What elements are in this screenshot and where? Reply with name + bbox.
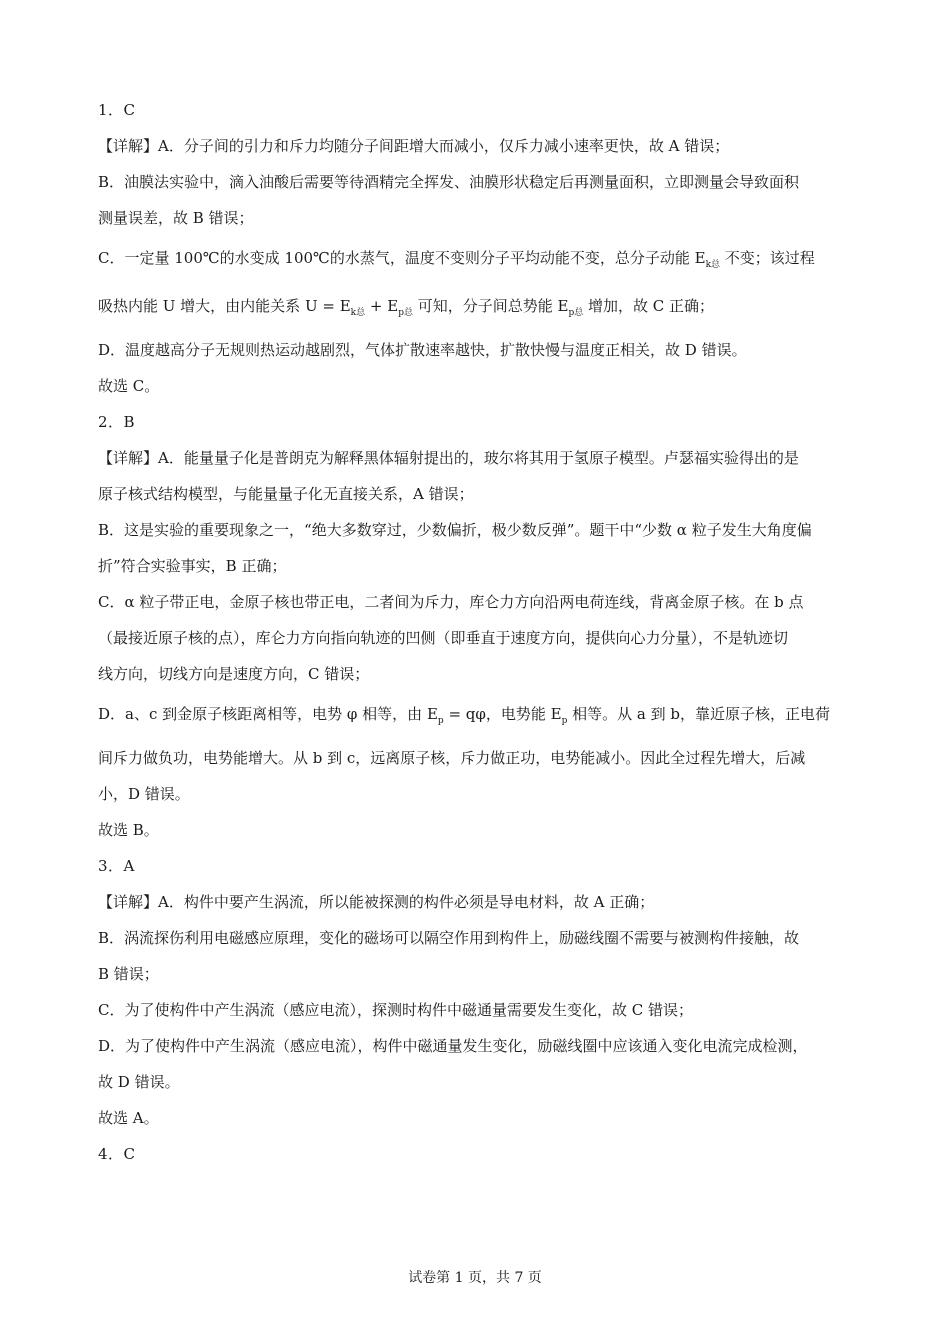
answer-1-detail-c: C．一定量 100℃的水变成 100℃的水蒸气，温度不变则分子平均动能不变，总分子动能 $E_{k总}$ 不变；该过程 — [98, 249, 815, 270]
answer-4-heading: 4．C — [98, 1145, 136, 1163]
answer-2-detail-d-cont2: 小，D 错误。 — [98, 785, 190, 803]
answer-3-detail-a: 【详解】A．构件中要产生涡流，所以能被探测的构件必须是导电材料，故 A 正确； — [98, 893, 655, 911]
answer-3-detail-b: B．涡流探伤利用电磁感应原理，变化的磁场可以隔空作用到构件上，励磁线圈不需要与被测构件接触，故 — [98, 929, 800, 947]
answer-1-detail-d: D．温度越高分子无规则热运动越剧烈，气体扩散速率越快，扩散快慢与温度正相关，故 D 错误。 — [98, 341, 747, 359]
answer-2-detail-c: C．α 粒子带正电，金原子核也带正电，二者间为斥力，库仑力方向沿两电荷连线，背离金原子核。在 b 点 — [98, 593, 804, 611]
answer-2-detail-d: D．a、c 到金原子核距离相等，电势 φ 相等，由 $E_p = q\varphi$，电势能 $E_p$ 相等。从 a 到 b，靠近原子核，正电荷 — [98, 705, 830, 726]
answer-2-heading: 2．B — [98, 413, 136, 431]
answer-content — [98, 99, 864, 1179]
answer-3-heading: 3．A — [98, 857, 135, 875]
answer-3-detail-d: D．为了使构件中产生涡流（感应电流），构件中磁通量发生变化，励磁线圈中应该通入变化电流完成检测， — [98, 1037, 808, 1055]
page-footer: 试卷第 1 页，共 7 页 — [408, 1270, 542, 1286]
answer-2-conclusion: 故选 B。 — [98, 821, 159, 839]
answer-2-detail-b-cont: 折”符合实验事实，B 正确； — [98, 557, 287, 575]
answer-2-detail-c-cont1: （最接近原子核的点），库仑力方向指向轨迹的凹侧（即垂直于速度方向，提供向心力分量），不是轨迹切 — [98, 629, 789, 647]
answer-1-detail-b: B．油膜法实验中，滴入油酸后需要等待酒精完全挥发、油膜形状稳定后再测量面积，立即测量会导致面积 — [98, 173, 800, 191]
answer-1-detail-c-cont: 吸热内能 U 增大，由内能关系 $U = E_{k总} + E_{p总}$ 可知，分子间总势能 $E_{p总}$ 增加，故 C 正确； — [98, 297, 715, 318]
answer-2-detail-a-cont: 原子核式结构模型，与能量量子化无直接关系，A 错误； — [98, 485, 474, 503]
answer-1-detail-a: 【详解】A．分子间的引力和斥力均随分子间距增大而减小，仅斥力减小速率更快，故 A 错误； — [98, 137, 730, 155]
answer-1-heading: 1．C — [98, 101, 136, 119]
answer-2-detail-d-cont1: 间斥力做负功，电势能增大。从 b 到 c，远离原子核，斥力做正功，电势能减小。因此全过程先增大，后减 — [98, 749, 806, 767]
answer-1-conclusion: 故选 C。 — [98, 377, 160, 395]
answer-3-detail-d-cont: 故 D 错误。 — [98, 1073, 180, 1091]
answer-2-detail-a: 【详解】A．能量量子化是普朗克为解释黑体辐射提出的，玻尔将其用于氢原子模型。卢瑟福实验得出的是 — [98, 449, 799, 467]
answer-2-detail-b: B．这是实验的重要现象之一，“绝大多数穿过，少数偏折，极少数反弹”。题干中“少数 α 粒子发生大角度偏 — [98, 521, 812, 539]
answer-2-detail-c-cont2: 线方向，切线方向是速度方向，C 错误； — [98, 665, 370, 683]
answer-3-conclusion: 故选 A。 — [98, 1109, 159, 1127]
answer-3-detail-b-cont: B 错误； — [98, 965, 159, 983]
answer-3-detail-c: C．为了使构件中产生涡流（感应电流），探测时构件中磁通量需要发生变化，故 C 错误； — [98, 1001, 693, 1019]
answer-1-detail-b-cont: 测量误差，故 B 错误； — [98, 209, 254, 227]
